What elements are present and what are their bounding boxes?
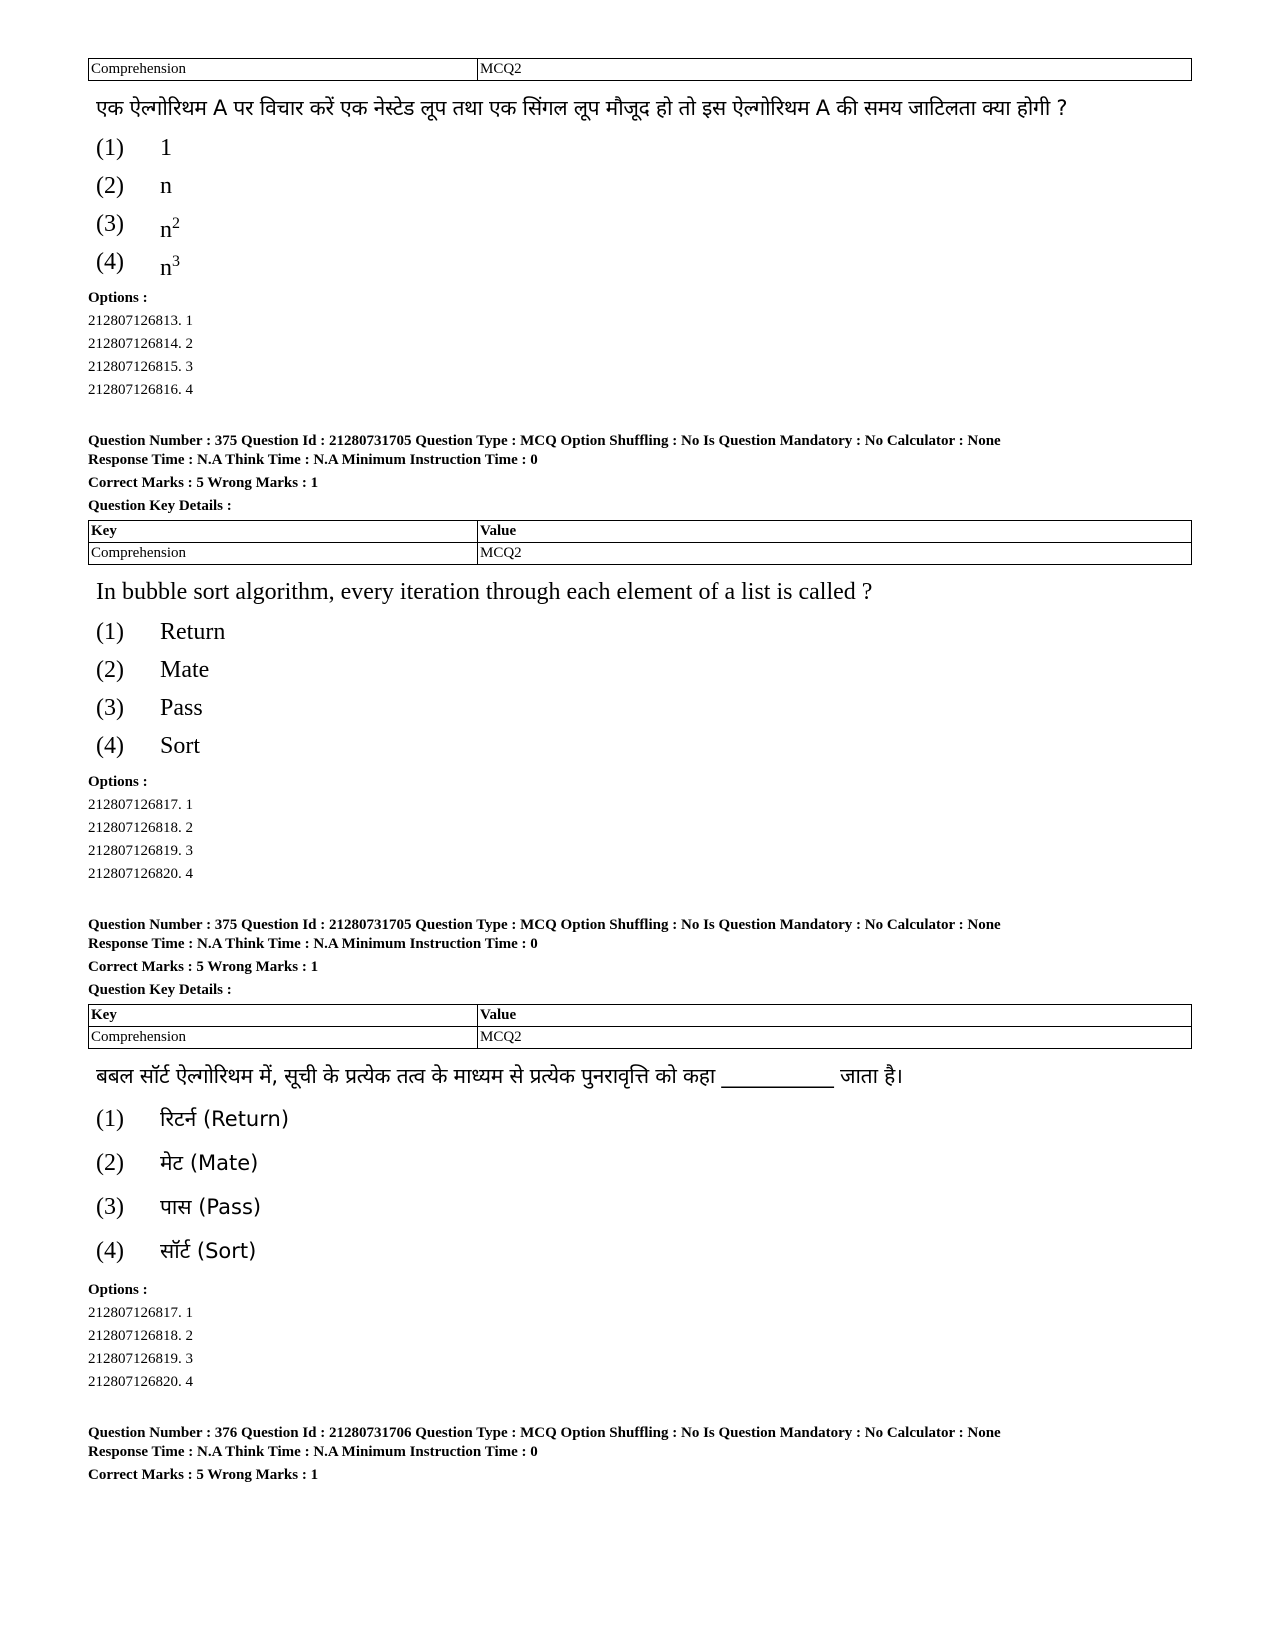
option-number: (2) — [96, 657, 124, 683]
option-text — [160, 205, 180, 243]
option-number: (4) — [96, 733, 124, 759]
option-number: (4) — [96, 1238, 124, 1264]
answer-option — [96, 243, 1192, 281]
table-row — [89, 1027, 1192, 1049]
answer-option — [96, 129, 1192, 167]
option-text: रिटर्न (Return) — [160, 1107, 290, 1131]
question-meta: Question Number : 376 Question Id : 21280731706 Question Type : MCQ Option Shuffling : No Is Question Mandatory : No Calculator : None — [88, 1425, 1001, 1441]
table-row — [89, 59, 1192, 81]
answer-option — [96, 167, 1192, 205]
question-text: एक ऐल्गोरिथम A पर विचार करें एक नेस्टेड लूप तथा एक सिंगल लूप मौजूद हो तो इस ऐल्गोरिथम A की समय जाटिलता क्या होगी ? — [96, 96, 1068, 120]
table-header-value: Value — [478, 521, 1192, 543]
key-value-table — [88, 1004, 1192, 1049]
option-code: 212807126818. 2 — [88, 820, 193, 836]
option-number: (4) — [96, 249, 124, 275]
option-code: 212807126819. 3 — [88, 1351, 193, 1367]
option-number: (1) — [96, 1106, 124, 1132]
table-header-key: Key — [89, 521, 478, 543]
answer-option — [96, 727, 1192, 765]
answer-options — [96, 129, 1192, 281]
question-marks: Correct Marks : 5 Wrong Marks : 1 — [88, 1467, 319, 1483]
option-text: पास (Pass) — [160, 1195, 262, 1219]
option-text: सॉर्ट (Sort) — [160, 1239, 257, 1263]
answer-options — [96, 1097, 1192, 1273]
answer-option — [96, 613, 1192, 651]
table-header-key: Key — [89, 1005, 478, 1027]
answer-option — [96, 205, 1192, 243]
table-cell-key: Comprehension — [89, 1027, 478, 1049]
table-header-value: Value — [478, 1005, 1192, 1027]
option-base: n — [160, 255, 172, 281]
answer-options — [96, 613, 1192, 765]
option-number: (2) — [96, 1150, 124, 1176]
answer-option — [96, 651, 1192, 689]
question-text: In bubble sort algorithm, every iteration through each element of a list is called ? — [96, 579, 873, 605]
document-page — [88, 58, 1192, 1485]
question-meta: Question Number : 375 Question Id : 21280731705 Question Type : MCQ Option Shuffling : No Is Question Mandatory : No Calculator : None — [88, 917, 1001, 933]
question-text: बबल सॉर्ट ऐल्गोरिथम में, सूची के प्रत्येक तत्व के माध्यम से प्रत्येक पुनरावृत्ति को कहा ___________ जाता है। — [96, 1064, 903, 1088]
key-details-label: Question Key Details : — [88, 498, 232, 514]
option-exponent: 3 — [172, 253, 180, 270]
question-marks: Correct Marks : 5 Wrong Marks : 1 — [88, 959, 319, 975]
table-cell-value: MCQ2 — [478, 59, 1192, 81]
option-code: 212807126813. 1 — [88, 313, 193, 329]
key-value-table — [88, 58, 1192, 81]
option-text: n — [160, 173, 172, 199]
option-code: 212807126820. 4 — [88, 866, 193, 882]
answer-option — [96, 1185, 1192, 1229]
option-number: (3) — [96, 695, 124, 721]
option-text: Return — [160, 619, 226, 645]
option-code: 212807126817. 1 — [88, 1305, 193, 1321]
option-code: 212807126820. 4 — [88, 1374, 193, 1390]
option-code: 212807126817. 1 — [88, 797, 193, 813]
option-code: 212807126815. 3 — [88, 359, 193, 375]
option-text — [160, 243, 180, 281]
question-meta: Question Number : 375 Question Id : 21280731705 Question Type : MCQ Option Shuffling : No Is Question Mandatory : No Calculator : None — [88, 433, 1001, 449]
options-label: Options : — [88, 774, 148, 790]
table-row — [89, 543, 1192, 565]
key-value-table — [88, 520, 1192, 565]
option-code: 212807126814. 2 — [88, 336, 193, 352]
question-marks: Correct Marks : 5 Wrong Marks : 1 — [88, 475, 319, 491]
option-number: (1) — [96, 619, 124, 645]
question-timing: Response Time : N.A Think Time : N.A Minimum Instruction Time : 0 — [88, 936, 538, 952]
answer-option — [96, 1141, 1192, 1185]
question-timing: Response Time : N.A Think Time : N.A Minimum Instruction Time : 0 — [88, 452, 538, 468]
answer-option — [96, 1097, 1192, 1141]
option-text: Pass — [160, 695, 203, 721]
option-text: 1 — [160, 135, 172, 161]
option-number: (1) — [96, 135, 124, 161]
option-base: n — [160, 217, 172, 243]
option-text: Mate — [160, 657, 210, 683]
answer-option — [96, 1229, 1192, 1273]
option-number: (3) — [96, 1194, 124, 1220]
table-cell-value: MCQ2 — [478, 543, 1192, 565]
option-code: 212807126818. 2 — [88, 1328, 193, 1344]
key-details-label: Question Key Details : — [88, 982, 232, 998]
option-number: (3) — [96, 211, 124, 237]
table-cell-key: Comprehension — [89, 59, 478, 81]
option-code: 212807126819. 3 — [88, 843, 193, 859]
option-text: Sort — [160, 733, 201, 759]
table-header-row — [89, 1005, 1192, 1027]
options-label: Options : — [88, 1282, 148, 1298]
option-exponent: 2 — [172, 215, 180, 232]
table-header-row — [89, 521, 1192, 543]
options-label: Options : — [88, 290, 148, 306]
option-code: 212807126816. 4 — [88, 382, 193, 398]
question-timing: Response Time : N.A Think Time : N.A Minimum Instruction Time : 0 — [88, 1444, 538, 1460]
option-text: मेट (Mate) — [160, 1151, 259, 1175]
table-cell-key: Comprehension — [89, 543, 478, 565]
answer-option — [96, 689, 1192, 727]
table-cell-value: MCQ2 — [478, 1027, 1192, 1049]
option-number: (2) — [96, 173, 124, 199]
